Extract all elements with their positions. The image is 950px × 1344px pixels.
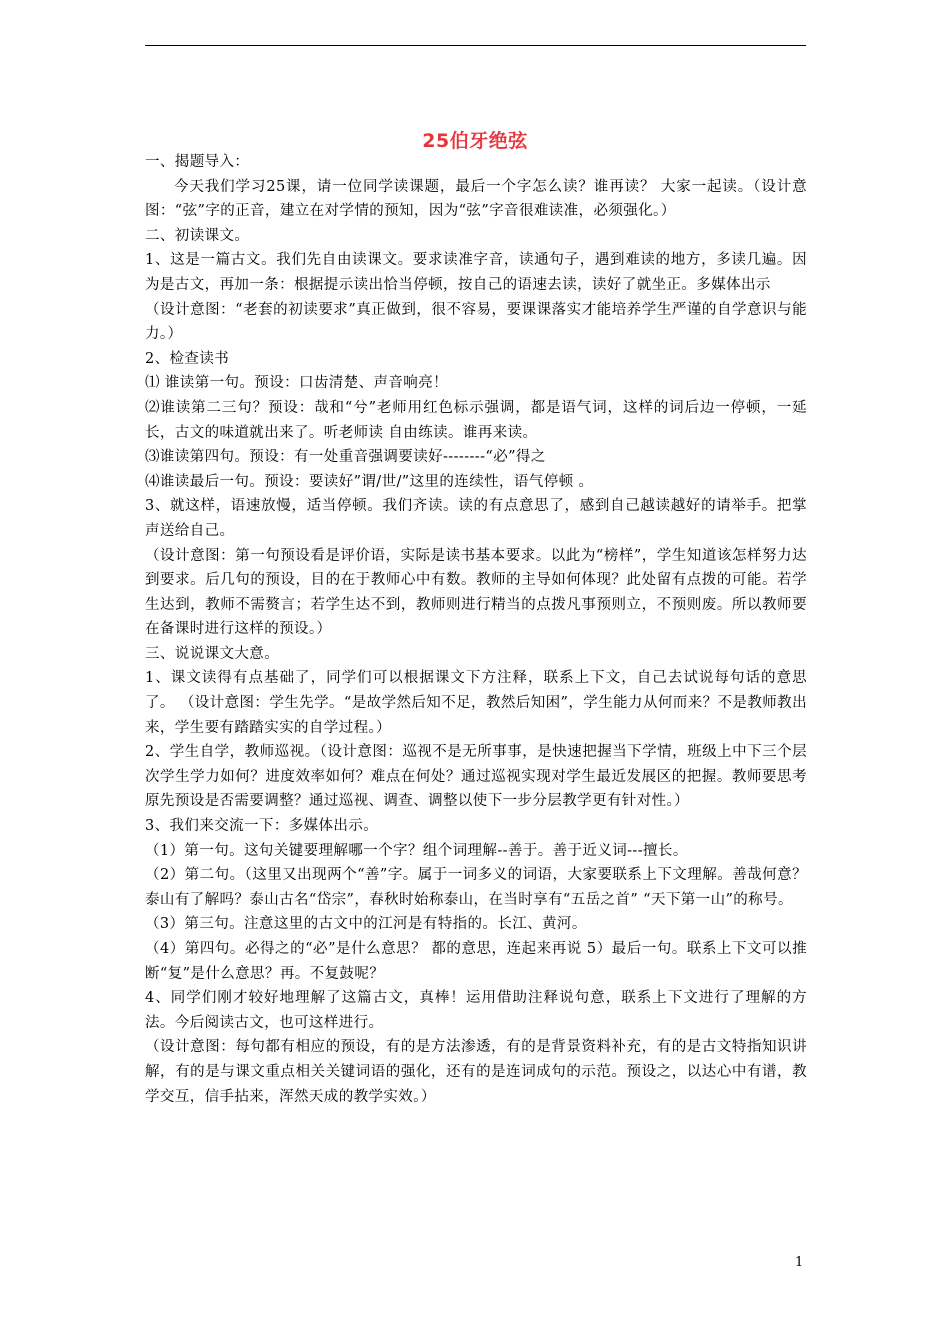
paragraph: 2、学生自学，教师巡视。（设计意图：巡视不是无所事事，是快速把握当下学情，班级上中下三个层次学生学力如何？进度效率如何？难点在何处？通过巡视实现对学生最近发展区的把握。教师要思考原先预设是否需要调整？通过巡视、调查、调整以使下一步分层教学更有针对性。） <box>145 744 807 810</box>
list-item: ⑴ 谁读第一句。预设：口齿清楚、声音响亮！ <box>145 375 449 392</box>
design-note: （设计意图：第一句预设看是评价语，实际是读书基本要求。以此为“榜样”，学生知道该怎样努力达到要求。后几句的预设，目的在于教师心中有数。教师的主导如何体现？此处留有点拨的可能。若学生达到，教师不需赘言；若学生达不到，教师则进行精当的点拨凡事预则立，不预则废。所以教师要在备课时进行这样的预设。） <box>145 547 807 638</box>
list-item: （4）第四句。必得之的“必”是什么意思？ 都的意思，连起来再说 5）最后一句。联系上下文可以推断“复”是什么意思？再。不复鼓呢？ <box>145 941 807 982</box>
document-body <box>145 150 807 1109</box>
list-item: ⑷谁读最后一句。预设：要读好”谓/世/”这里的连续性，语气停顿 。 <box>145 473 594 490</box>
section-heading-intro: 一、揭题导入： <box>145 154 250 170</box>
paragraph: 1、课文读得有点基础了，同学们可以根据课文下方注释，联系上下文，自己去试说每句话的意思了。 （设计意图：学生先学。“是故学然后知不足，教然后知困”，学生能力从何而来？不是教师教出来，学生要有踏踏实实的自学过程。） <box>145 670 807 736</box>
list-item: （2）第二句。（这里又出现两个“善”字。属于一词多义的词语，大家要联系上下文理解。善哉何意？泰山有了解吗？泰山古名“岱宗”，春秋时始称泰山，在当时享有“五岳之首” “天下第一山”的称号。 <box>145 867 807 908</box>
list-item: ⑵谁读第二三句？预设：哉和“兮”老师用红色标示强调，都是语气词，这样的词后边一停顿，一延长，古文的味道就出来了。听老师读 自由练读。谁再来读。 <box>145 399 807 441</box>
lesson-title: 25伯牙绝弦 <box>422 130 528 152</box>
header-rule <box>145 45 806 46</box>
paragraph: 今天我们学习25课，请一位同学读课题，最后一个字怎么读？谁再读？ 大家一起读。（设计意图：“弦”字的正音，建立在对学情的预知，因为“弦”字音很难读准，必须强化。） <box>145 178 807 220</box>
section-heading-first-reading: 二、初读课文。 <box>145 227 250 244</box>
section-heading-meaning: 三、说说课文大意。 <box>145 645 280 662</box>
paragraph: 3、就这样，语速放慢，适当停顿。我们齐读。读的有点意思了，感到自己越读越好的请举手。把掌声送给自己。 <box>145 498 807 539</box>
design-note: （设计意图：“老套的初读要求”真正做到，很不容易，要课课落实才能培养学生严谨的自学意识与能力。） <box>145 301 807 343</box>
paragraph: 1、这是一篇古文。我们先自由读课文。要求读准字音，读通句子，遇到难读的地方，多读几遍。因为是古文，再加一条：根据提示读出恰当停顿，按自己的语速去读，读好了就坐正。多媒体出示 <box>145 252 807 293</box>
page-number: 1 <box>795 1255 804 1270</box>
design-note: （设计意图：每句都有相应的预设，有的是方法渗透，有的是背景资料补充，有的是古文特指知识讲解，有的是与课文重点相关关键词语的强化，还有的是连词成句的示范。预设之，以达心中有谱，教学交互，信手拈来，浑然天成的教学实效。） <box>145 1039 807 1105</box>
paragraph: 3、我们来交流一下：多媒体出示。 <box>145 818 379 835</box>
list-item: （1）第一句。这句关键要理解哪一个字？组个词理解--善于。善于近义词---擅长。 <box>145 842 688 859</box>
list-item: ⑶谁读第四句。预设：有一处重音强调要读好--------“必”得之 <box>145 449 546 466</box>
paragraph: 4、同学们刚才较好地理解了这篇古文，真棒！运用借助注释说句意，联系上下文进行了理解的方法。今后阅读古文，也可这样进行。 <box>145 990 807 1031</box>
list-item: （3）第三句。注意这里的古文中的江河是有特指的。长江、黄河。 <box>145 916 587 933</box>
paragraph: 2、检查读书 <box>145 350 230 367</box>
